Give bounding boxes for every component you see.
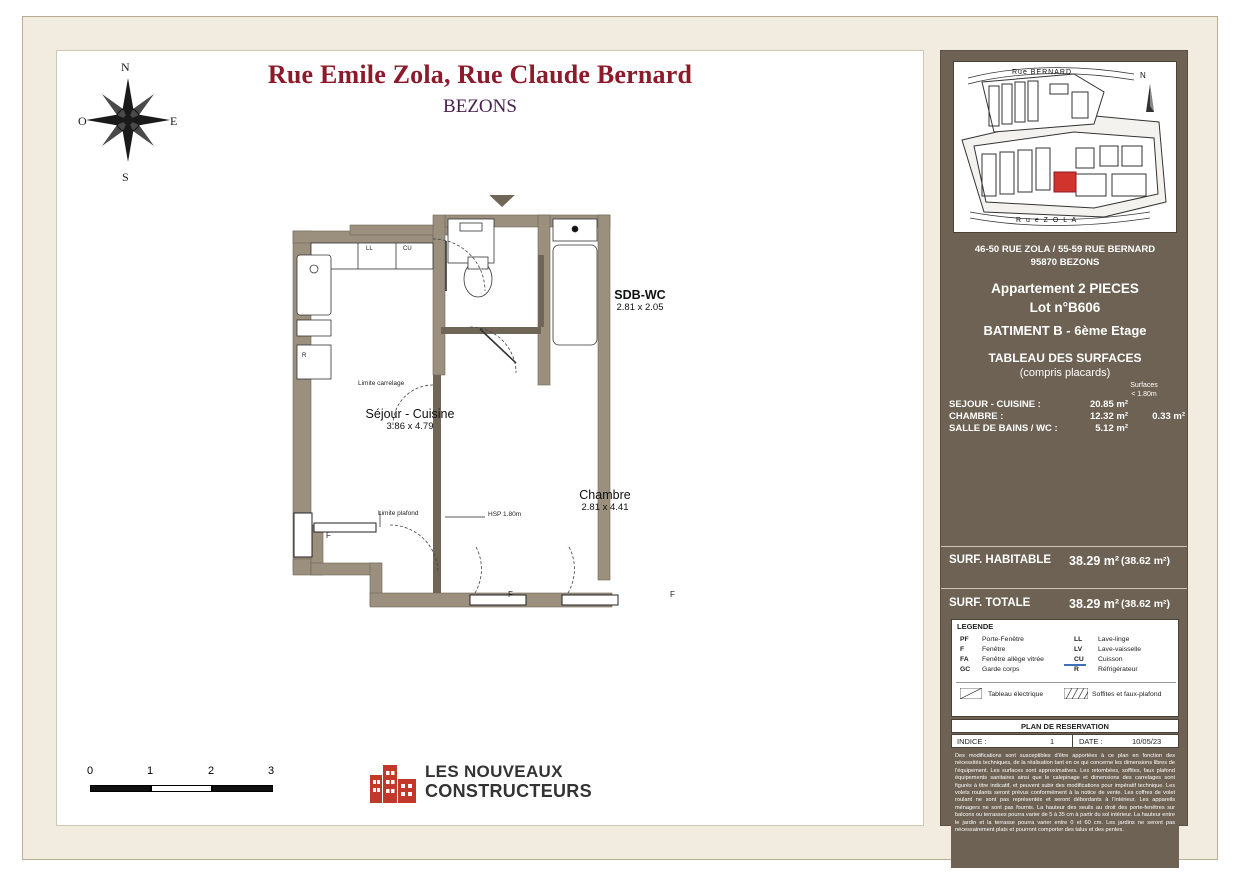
room-dims-chambre: 2.81 x 4.41 [581,502,629,513]
divider-totale [941,588,1187,589]
compass-label-east: E [170,114,178,128]
site-map-drawing [954,62,1176,232]
room-dims-sdb: 2.81 x 2.05 [616,302,664,313]
apartment-block [947,279,1183,317]
buildings-icon [370,761,416,803]
table-row [949,399,1181,411]
page-title: Rue Emile Zola, Rue Claude Bernard [267,60,693,89]
room-dims-sejour: 3.86 x 4.79 [386,421,434,432]
legend-code-gc: GC [960,666,971,673]
logo-line-2: CONSTRUCTEURS [425,781,592,801]
window-label-f1: F [326,531,331,540]
legend-text-pf: Porte-Fenêtre [982,636,1024,643]
legend-code-r: R [1074,666,1079,673]
window-label-f2: F [508,590,513,599]
legend-text-f: Fenêtre [982,646,1006,653]
compass-label-south: S [122,170,129,184]
date-label: DATE : [1072,735,1103,748]
garde-corps-icon [1064,662,1086,668]
surfaces-header-line-2: < 1.80m [1131,391,1157,398]
scale-segment-1 [90,785,151,792]
room-label-sdb [580,288,700,313]
svg-text:R u e Z O L A: R u e Z O L A [1016,217,1078,224]
compass-label-north: N [121,60,130,74]
surfaces-table-subtitle: (compris placards) [1019,367,1111,379]
scale-segment-3 [212,785,273,792]
annotation-limite-plafond: Limite plafond [378,510,419,517]
legend-code-pf: PF [960,636,969,643]
scale-tick-2: 2 [208,765,215,777]
legend-box [951,619,1179,717]
legend-text-lv: Lave-vaisselle [1098,646,1142,653]
scale-segment-2 [151,785,212,792]
surface-label-chambre: CHAMBRE : [949,411,1004,422]
building-floor: BATIMENT B - 6ème Etage [983,323,1147,338]
legend-code-fa: FA [960,656,969,663]
legend-code-ll: LL [1074,636,1083,643]
appliance-label-cu: CU [403,246,412,252]
apartment-type: Appartement 2 PIECES [991,281,1139,296]
svg-text:N: N [1140,71,1146,80]
scale-tick-0: 0 [87,765,94,777]
room-name-sejour: Séjour - Cuisine [365,407,455,421]
apartment-lot: Lot n°B606 [1029,300,1101,315]
surfaces-column-header [1109,381,1179,399]
legend-code-lv: LV [1074,646,1083,653]
legend-text-tableau: Tableau électrique [988,691,1044,698]
floor-plan [270,195,750,655]
address-line-2: 95870 BEZONS [1030,257,1100,268]
surface-habitable-label: SURF. HABITABLE [949,554,1052,566]
surfaces-table-title: TABLEAU DES SURFACES [988,351,1142,365]
info-panel [940,50,1188,834]
date-value: 10/05/23 [1132,737,1162,746]
surfaces-header-line-1: Surfaces [1130,382,1158,389]
indice-value: 1 [1050,737,1055,746]
legend-divider [956,682,1176,683]
surface-totale-label: SURF. TOTALE [949,597,1031,609]
legend-code-f: F [960,646,965,653]
company-logo [370,757,650,812]
scale-tick-1: 1 [147,765,154,777]
appliance-label-r: R [302,353,307,359]
room-name-sdb: SDB-WC [614,288,666,302]
plan-reservation-bar: PLAN DE RESERVATION [951,719,1179,733]
site-map [953,61,1177,233]
legend-text-ll: Lave-linge [1098,636,1130,643]
scale-tick-3: 3 [268,765,275,777]
legend-title: LEGENDE [957,622,994,631]
scale-bar [87,765,290,805]
address-line-1: 46-50 RUE ZOLA / 55-59 RUE BERNARD [974,244,1156,255]
surface-habitable-value2: (38.62 m²) [1121,555,1171,567]
surface-totale-value2: (38.62 m²) [1121,598,1171,610]
annotation-hsp: HSP 1.80m [488,511,522,518]
window-label-f3: F [670,590,675,599]
legend-text-gc: Garde corps [982,666,1020,673]
legend-text-cu: Cuisson [1098,656,1123,663]
room-label-chambre [535,488,675,513]
legend-text-fa: Fenêtre allège vitrée [982,656,1044,663]
appliance-label-ll: LL [366,246,373,252]
surfaces-table [949,399,1185,435]
legend-text-soffites: Soffites et faux-plafond [1092,691,1162,698]
indice-row [951,734,1179,748]
room-name-chambre: Chambre [579,488,631,502]
table-row [949,423,1181,435]
legal-notice: Des modifications sont susceptibles d'être apportées à ce plan en fonction des nécessités techniques, de la réalisation tant en ce qui concerne les dimensions libres de l'équipement. Les surfaces sont approximatives. Les retombées, soffites, faux plafond équipements sanitaires ainsi que le calepinage et dimensions des carrelages sont figurés à titre indicatif, et peuvent subir des modifications pour impératif technique. Les volets roulants seront prévus conformément à la notice de vente. Les coffres de volet roulant ne sont pas représentés et seront débordants à l'intérieur. Les appareils ménagers ne sont pas fournis. La hauteur des seuils au droit des porte-fenêtres sur balcons ou terrasses pourra varier de 5 à 35 cm à partir du sol intérieur. La hauteur entre le jardin et la terrasse pourra varier entre 0 et 60 cm. Les jardins ne seront pas nécessairement plats et pourront comporter des talus et des pentes. [951,750,1179,868]
indice-label: INDICE : [957,737,987,746]
room-label-sejour [310,407,510,432]
logo-line-1: LES NOUVEAUX [425,762,563,781]
surface-totale-value: 38.29 m² [1069,597,1120,611]
svg-text:Rue BERNARD: Rue BERNARD [1012,69,1073,76]
address-block [947,243,1183,269]
legend-code-cu: CU [1074,656,1084,663]
surface-value2-chambre: 0.33 m² [1152,411,1185,422]
surface-value-chambre: 12.32 m² [1089,411,1128,422]
page-subtitle: BEZONS [443,96,517,117]
tableau-electrique-icon [960,688,982,699]
surface-habitable-value: 38.29 m² [1069,554,1120,568]
surface-value-sdb: 5.12 m² [1095,423,1128,434]
divider-habitable [941,546,1187,547]
surface-label-sejour: SEJOUR - CUISINE : [949,399,1041,410]
soffites-icon [1064,688,1088,699]
compass-label-west: O [78,114,87,128]
table-row [949,411,1185,423]
surface-value-sejour: 20.85 m² [1089,399,1128,410]
legend-text-r: Réfrigérateur [1098,666,1138,673]
surface-label-sdb: SALLE DE BAINS / WC : [949,423,1058,434]
annotation-limite-carrelage: Limite carrelage [358,380,405,387]
